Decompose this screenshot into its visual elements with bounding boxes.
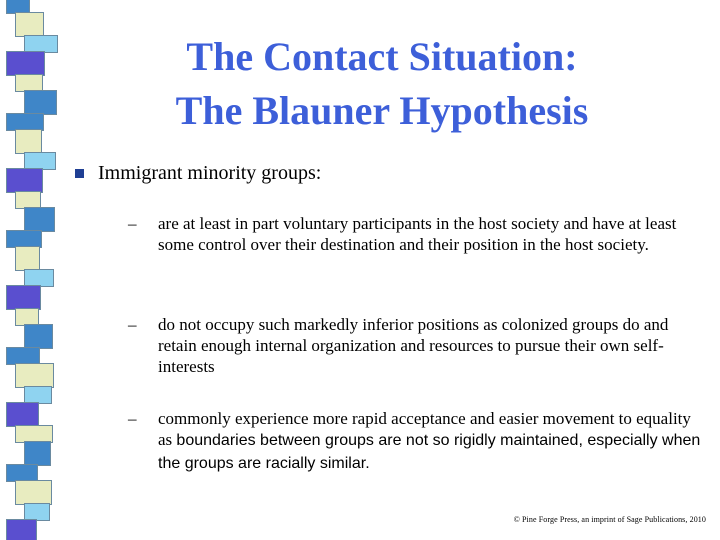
stripe-bar	[24, 207, 55, 232]
dash-icon: –	[128, 409, 137, 428]
stripe-bar	[15, 480, 52, 505]
stripe-bar	[6, 285, 41, 310]
dash-icon: –	[128, 315, 137, 334]
stripe-bar	[15, 363, 54, 388]
decorative-stripe	[0, 0, 64, 540]
stripe-bar	[15, 246, 40, 271]
stripe-bar	[15, 129, 42, 154]
main-bullet: Immigrant minority groups:	[98, 162, 322, 184]
sub-bullet-2-text: do not occupy such markedly inferior positions as colonized groups do and retain enough internal organization and resources to pursue their own self-interests	[158, 315, 669, 376]
sub-bullet-3-serif: commonly experience more rapid acceptance and easier movement to equality as	[158, 409, 691, 449]
sub-bullet-3-sans: boundaries between groups are not so rigidly maintained, especially when the groups are racially similar.	[158, 432, 701, 472]
stripe-bar	[6, 168, 43, 193]
square-bullet-icon	[75, 169, 84, 178]
dash-icon: –	[128, 214, 137, 233]
sub-bullet-2	[128, 314, 708, 377]
sub-bullet-1	[128, 213, 708, 255]
stripe-bar	[6, 51, 45, 76]
stripe-bar	[24, 441, 51, 466]
stripe-bar	[6, 519, 37, 540]
stripe-bar	[6, 402, 39, 427]
copyright-footer: © Pine Forge Press, an imprint of Sage Publications, 2010	[513, 515, 706, 524]
stripe-bar	[15, 12, 44, 37]
stripe-bar	[24, 324, 53, 349]
stripe-bar	[24, 90, 57, 115]
sub-bullet-3	[128, 408, 708, 475]
sub-bullet-3-text	[158, 408, 708, 475]
title-line-1: The Contact Situation:	[186, 34, 578, 79]
sub-bullet-1-text: are at least in part voluntary participants in the host society and have at least some control over their destination and their position in the host society.	[158, 214, 677, 254]
slide-title	[82, 30, 682, 138]
title-line-2: The Blauner Hypothesis	[175, 88, 589, 133]
